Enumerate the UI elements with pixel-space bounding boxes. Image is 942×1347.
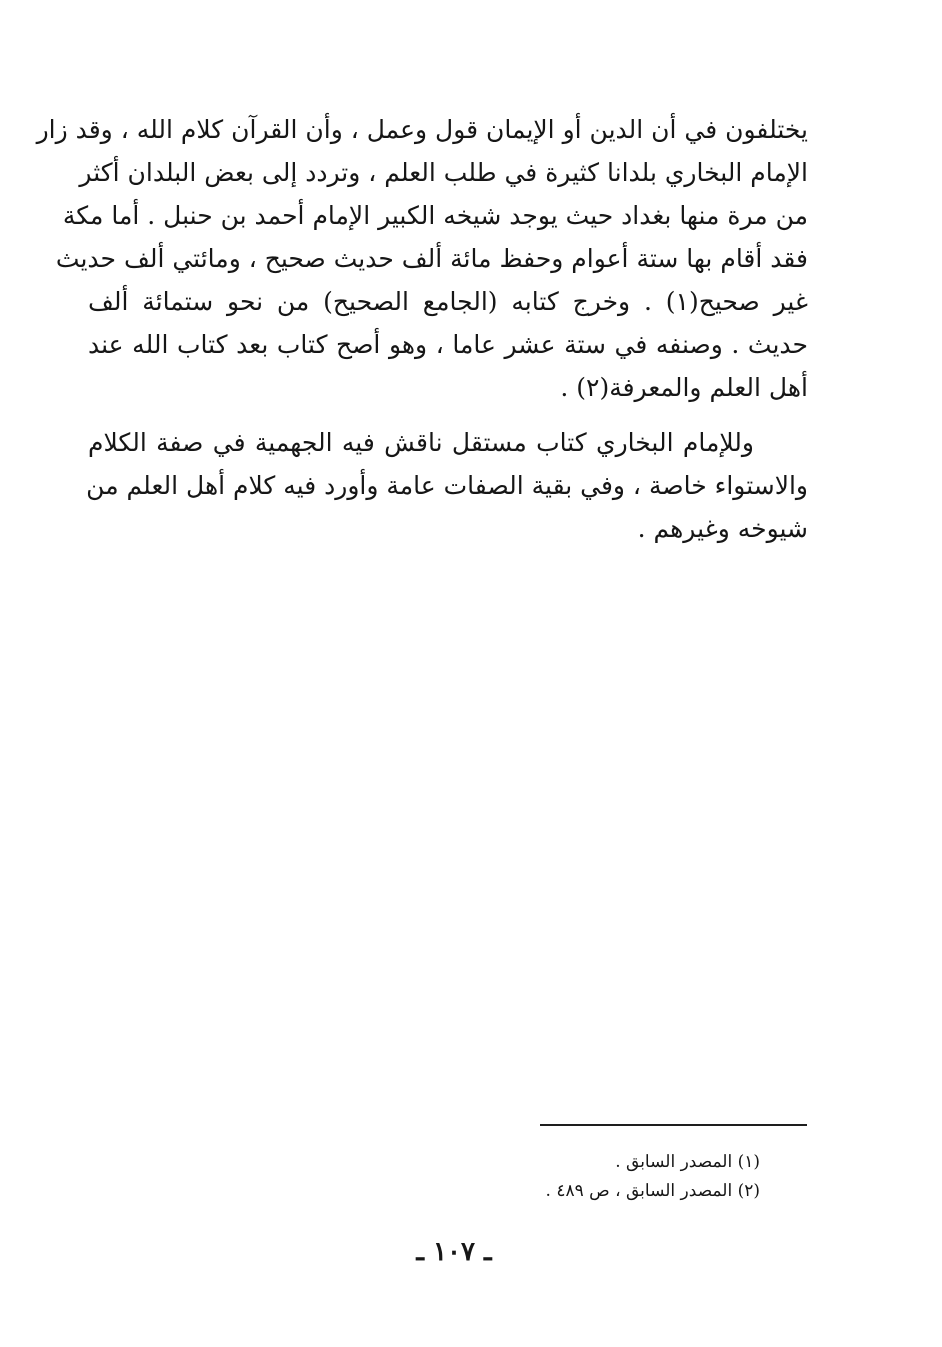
text-line: شيوخه وغيرهم . xyxy=(637,514,808,543)
text-line: فقد أقام بها ستة أعوام وحفظ مائة ألف حديث صحيح ، ومائتي ألف حديث xyxy=(55,244,808,273)
footnotes xyxy=(546,1148,760,1206)
text-line: غير صحيح(١) . وخرج كتابه (الجامع الصحيح) من نحو ستمائة ألف xyxy=(88,287,808,316)
text-line: أهل العلم والمعرفة(٢) . xyxy=(560,373,808,402)
text-line: حديث . وصنفه في ستة عشر عاما ، وهو أصح كتاب بعد كتاب الله عند xyxy=(88,330,808,359)
footnote-separator xyxy=(540,1124,807,1126)
paragraph-gap xyxy=(88,409,808,421)
text-line: يختلفون في أن الدين أو الإيمان قول وعمل ، وأن القرآن كلام الله ، وقد زار xyxy=(36,115,808,144)
paragraph-1 xyxy=(36,108,808,409)
paragraph-2 xyxy=(88,421,808,550)
text-line: الإمام البخاري بلدانا كثيرة في طلب العلم ، وتردد إلى بعض البلدان أكثر xyxy=(79,158,808,187)
main-text xyxy=(36,108,808,550)
page-number: ـ ١٠٧ ـ xyxy=(416,1237,492,1267)
footnote-2: (٢) المصدر السابق ، ص ٤٨٩ . xyxy=(545,1181,760,1201)
footnote-1: (١) المصدر السابق . xyxy=(615,1152,760,1172)
text-line: والاستواء خاصة ، وفي بقية الصفات عامة وأورد فيه كلام أهل العلم من xyxy=(86,471,808,500)
text-line: من مرة منها بغداد حيث يوجد شيخه الكبير الإمام أحمد بن حنبل . أما مكة xyxy=(62,201,808,230)
text-line: وللإمام البخاري كتاب مستقل ناقش فيه الجهمية في صفة الكلام xyxy=(88,428,754,457)
